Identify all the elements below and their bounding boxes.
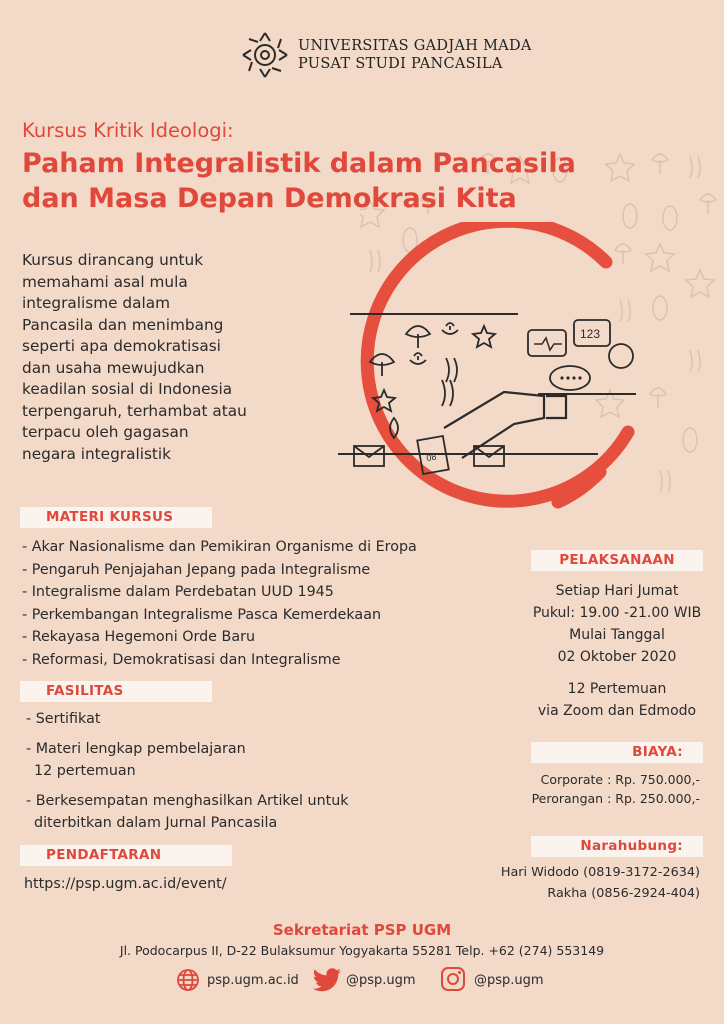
fasilitas-heading: FASILITAS [20,681,212,702]
contact-1: Hari Widodo (0819-3172-2634) [500,865,700,880]
intro-line: seperti apa demokratisasi [22,337,221,355]
globe-icon [176,968,200,992]
pelaksanaan-heading: PELAKSANAAN [531,550,703,571]
price-corporate: Corporate : Rp. 750.000,- [540,772,700,787]
registration-link[interactable]: https://psp.ugm.ac.id/event/ [24,876,227,892]
ugm-logo-icon [240,30,290,80]
intro-line: keadilan sosial di Indonesia [22,380,233,398]
biaya-heading: BIAYA: [531,742,703,763]
list-item: - Materi lengkap pembelajaran [26,740,246,757]
price-block [500,770,700,808]
narahubung-heading: Narahubung: [531,836,703,857]
schedule-day: Setiap Hari Jumat [555,583,679,599]
schedule-time: Pukul: 19.00 -21.00 WIB [532,605,702,621]
instagram-icon [440,966,466,992]
intro-line: negara integralistik [22,444,172,463]
illustration [338,222,658,532]
card-number: 08 [425,451,438,464]
intro-line: integralisme dalam [22,294,170,312]
address: Jl. Podocarpus II, D-22 Bulaksumur Yogyakarta 55281 Telp. +62 (274) 553149 [119,943,605,958]
note-number: 123 [580,327,601,341]
course-title: Kursus Kritik Ideologi: [22,119,234,142]
intro-line: Pancasila dan menimbang [22,315,224,334]
list-item: 12 pertemuan [34,763,136,779]
schedule-block [520,580,714,722]
main-title-line2: dan Masa Depan Demokrasi Kita [22,183,517,214]
website-link[interactable]: psp.ugm.ac.id [207,973,299,988]
intro-text [22,250,282,465]
list-item: - Reformasi, Demokratisasi dan Integralisme [22,651,341,668]
price-perorangan: Perorangan : Rp. 250.000,- [531,791,700,806]
materi-list [22,536,417,671]
list-item: - Akar Nasionalisme dan Pemikiran Organisme di Eropa [22,539,417,555]
contact-block [460,862,700,904]
list-item: - Berkesempatan menghasilkan Artikel untuk [26,792,349,809]
list-item: - Pengaruh Penjajahan Jepang pada Integralisme [22,561,371,578]
pendaftaran-heading: PENDAFTARAN [20,845,232,866]
contact-2: Rakha (0856-2924-404) [547,886,700,901]
instagram-link[interactable]: @psp.ugm [474,973,544,988]
intro-line: terpengaruh, terhambat atau [22,401,247,420]
start-date: 02 Oktober 2020 [557,649,677,665]
university-header [298,37,532,73]
main-title [22,146,576,216]
main-title-line1: Paham Integralistik dalam Pancasila [22,148,576,179]
list-item: - Perkembangan Integralisme Pasca Kemerdekaan [22,606,382,623]
twitter-icon [312,968,342,992]
intro-line: Kursus dirancang untuk [22,251,204,269]
list-item: diterbitkan dalam Jurnal Pancasila [34,815,278,831]
twitter-link[interactable]: @psp.ugm [346,973,416,988]
start-label: Mulai Tanggal [569,627,665,643]
list-item: - Integralisme dalam Perdebatan UUD 1945 [22,584,334,600]
fasilitas-list [26,708,349,835]
materi-heading: MATERI KURSUS [20,507,212,528]
list-item: - Rekayasa Hegemoni Orde Baru [22,629,256,645]
intro-line: terpacu oleh gagasan [22,423,189,441]
secretariat-title: Sekretariat PSP UGM [272,921,452,939]
platform: via Zoom dan Edmodo [537,703,697,719]
university-name: UNIVERSITAS GADJAH MADA [298,38,532,54]
list-item: - Sertifikat [26,711,101,727]
intro-line: dan usaha mewujudkan [22,358,205,377]
sessions: 12 Pertemuan [567,681,667,697]
center-name: PUSAT STUDI PANCASILA [298,56,503,72]
intro-line: memahami asal mula [22,272,188,291]
